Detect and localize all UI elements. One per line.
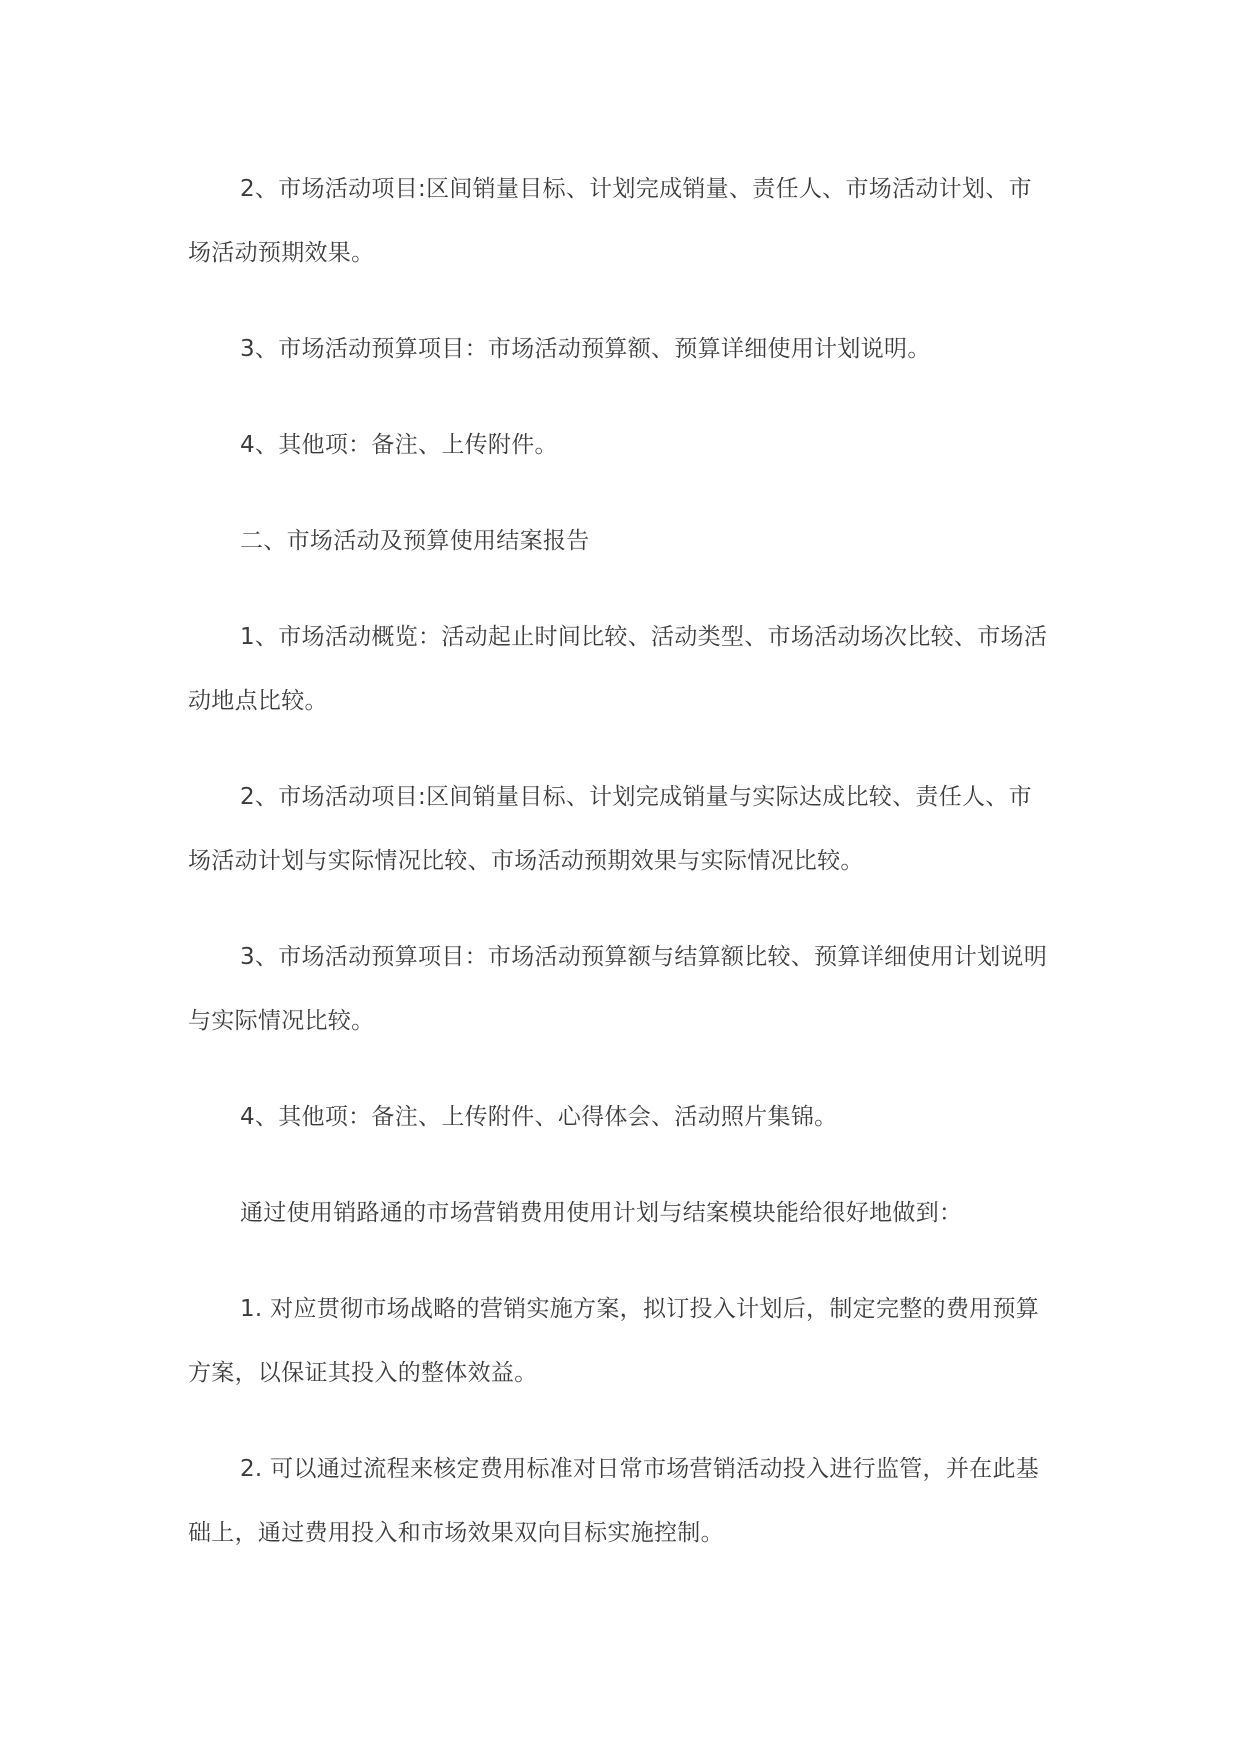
- paragraph-module-benefits-intro: 通过使用销路通的市场营销费用使用计划与结案模块能给很好地做到：: [240, 1200, 963, 1226]
- paragraph-market-activity-budget-items: 3、市场活动预算项目：市场活动预算额、预算详细使用计划说明。: [240, 336, 931, 362]
- paragraph-market-activity-items: 2、市场活动项目:区间销量目标、计划完成销量、责任人、市场活动计划、市场活动预期效果。: [188, 176, 1032, 266]
- document-body: [188, 157, 1054, 1565]
- paragraph-activity-overview: 1、市场活动概览：活动起止时间比较、活动类型、市场活动场次比较、市场活动地点比较。: [188, 624, 1048, 714]
- paragraph-other-items: 4、其他项：备注、上传附件。: [240, 432, 558, 458]
- section-heading-closing-report: 二、市场活动及预算使用结案报告: [240, 528, 590, 554]
- paragraph-other-items-report: 4、其他项：备注、上传附件、心得体会、活动照片集锦。: [240, 1104, 838, 1130]
- paragraph-budget-items-comparison: 3、市场活动预算项目：市场活动预算额与结算额比较、预算详细使用计划说明与实际情况比较。: [188, 944, 1048, 1034]
- paragraph-benefit-2: 2. 可以通过流程来核定费用标准对日常市场营销活动投入进行监管，并在此基础上，通过费用投入和市场效果双向目标实施控制。: [188, 1456, 1040, 1546]
- paragraph-activity-items-comparison: 2、市场活动项目:区间销量目标、计划完成销量与实际达成比较、责任人、市场活动计划与实际情况比较、市场活动预期效果与实际情况比较。: [188, 784, 1032, 874]
- paragraph-benefit-1: 1. 对应贯彻市场战略的营销实施方案，拟订投入计划后，制定完整的费用预算方案，以保证其投入的整体效益。: [188, 1296, 1040, 1386]
